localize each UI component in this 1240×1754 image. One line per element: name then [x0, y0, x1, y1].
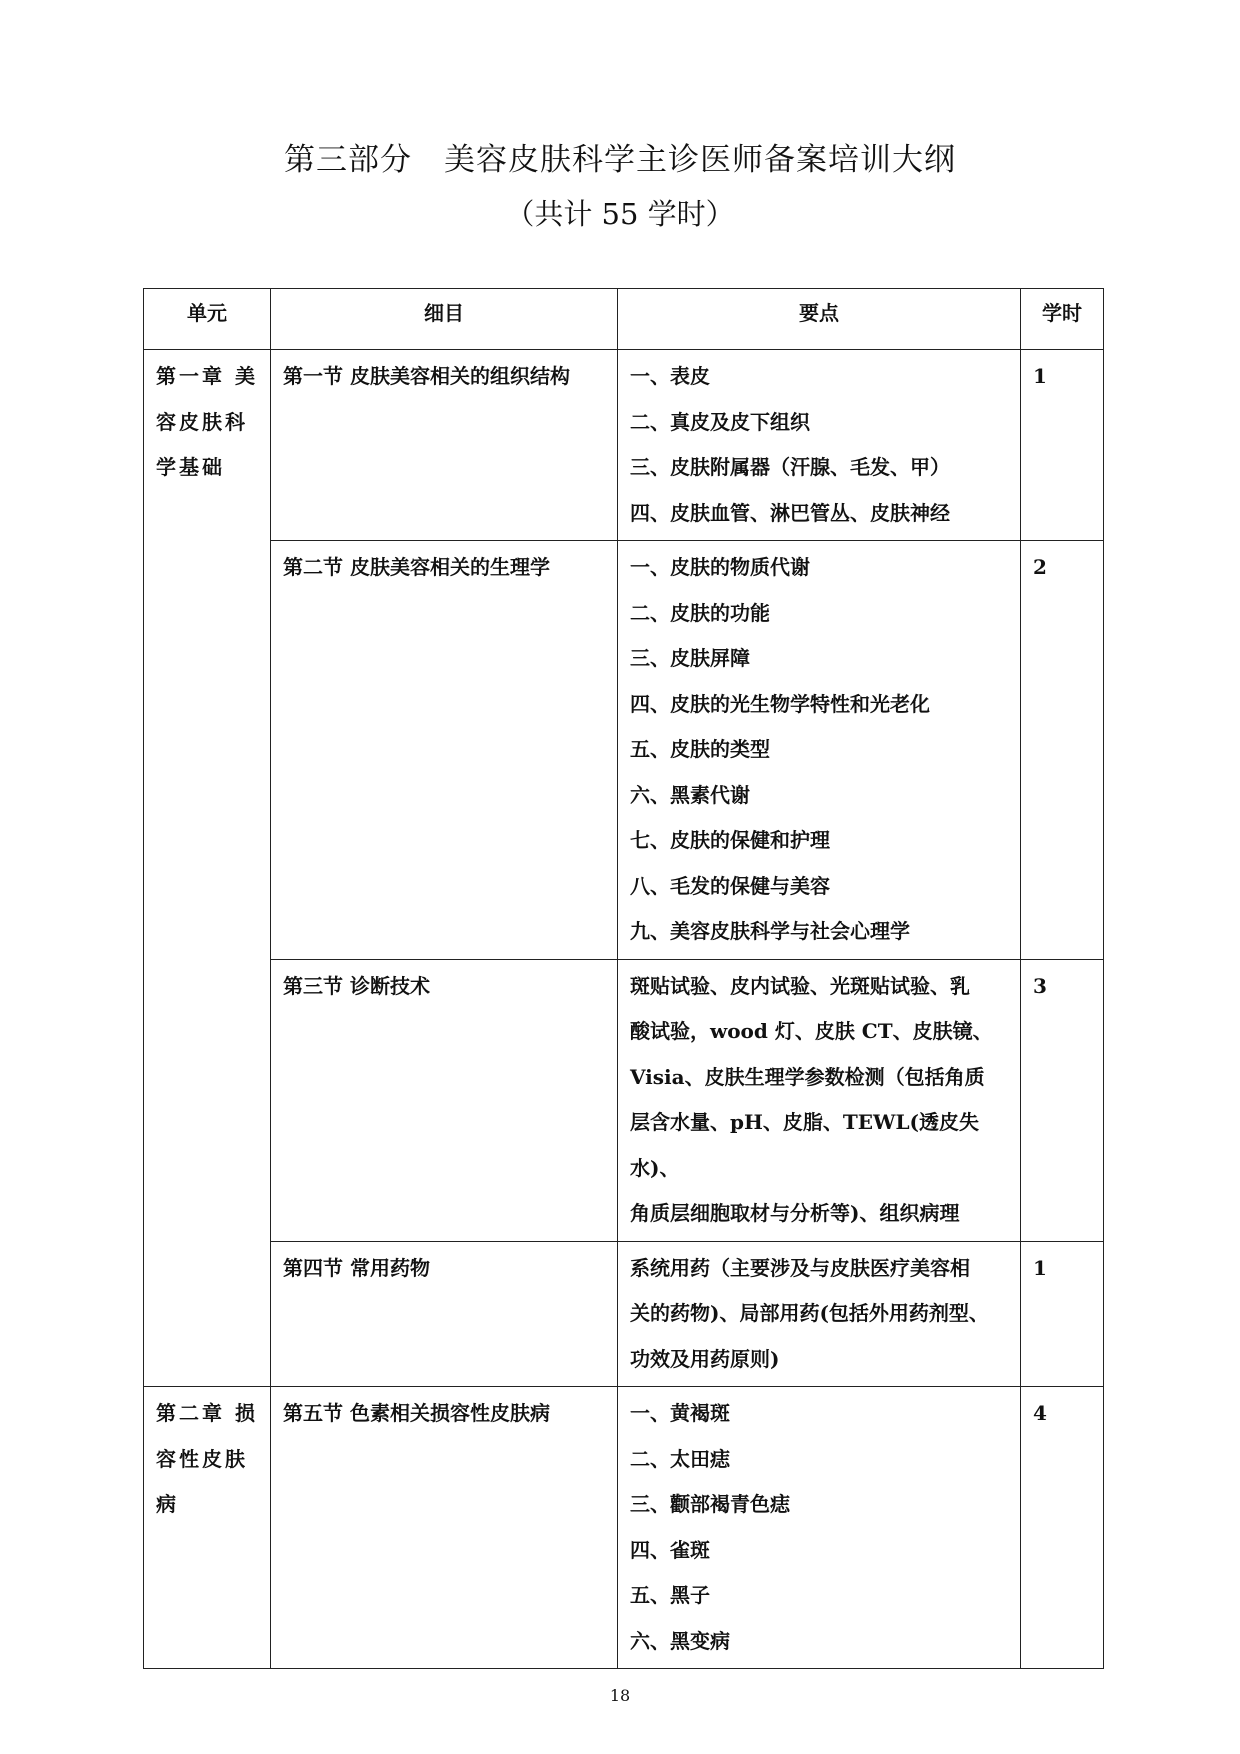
- key-point: 六、黑变病: [630, 1628, 730, 1653]
- key-point: 九、美容皮肤科学与社会心理学: [630, 919, 910, 943]
- table-row: [144, 1241, 1104, 1387]
- section-hours: 3: [1021, 959, 1104, 1241]
- key-point: 三、皮肤屏障: [630, 646, 750, 670]
- document-title: 第三部分 美容皮肤科学主诊医师备案培训大纲: [284, 142, 956, 178]
- table-row: [144, 1387, 1104, 1669]
- section-hours: 4: [1021, 1387, 1104, 1669]
- chapter-unit-line: 学基础: [156, 455, 225, 479]
- training-outline-table: [143, 288, 1104, 1669]
- key-point: 四、雀斑: [630, 1537, 710, 1562]
- section-key-points: [618, 350, 1021, 541]
- page-number: 18: [609, 1686, 631, 1705]
- section-name: 第三节 诊断技术: [271, 959, 618, 1241]
- table-row: [144, 541, 1104, 960]
- key-point: 四、皮肤血管、淋巴管丛、皮肤神经: [630, 500, 950, 525]
- section-key-points: [618, 1241, 1021, 1387]
- key-point: 一、表皮: [630, 364, 710, 388]
- header-hours: 学时: [1021, 289, 1104, 350]
- section-hours: 1: [1021, 350, 1104, 541]
- key-point: 七、皮肤的保健和护理: [630, 828, 830, 852]
- chapter-unit-line: 第一章 美: [156, 364, 258, 388]
- section-key-points: [618, 541, 1021, 960]
- key-point-line: Visia、皮肤生理学参数检测（包括角质: [630, 1064, 985, 1089]
- key-point: 二、真皮及皮下组织: [630, 409, 810, 434]
- key-point: 三、皮肤附属器（汗腺、毛发、甲）: [630, 455, 950, 479]
- key-point: 五、黑子: [630, 1583, 710, 1607]
- table-row: [144, 959, 1104, 1241]
- header-key-points: 要点: [618, 289, 1021, 350]
- section-name: 第四节 常用药物: [271, 1241, 618, 1387]
- section-hours: 1: [1021, 1241, 1104, 1387]
- section-name: 第二节 皮肤美容相关的生理学: [271, 541, 618, 960]
- key-point: 一、皮肤的物质代谢: [630, 555, 810, 579]
- key-point-line: 斑贴试验、皮内试验、光斑贴试验、乳: [630, 973, 970, 998]
- key-point: 二、太田痣: [630, 1446, 730, 1471]
- key-point: 三、颧部褐青色痣: [630, 1492, 790, 1516]
- section-key-points: [618, 959, 1021, 1241]
- key-point: 六、黑素代谢: [630, 782, 750, 807]
- key-point: 五、皮肤的类型: [630, 737, 770, 761]
- key-point: 八、毛发的保健与美容: [630, 873, 830, 898]
- header-detail: 细目: [271, 289, 618, 350]
- chapter-unit-cell: [144, 350, 271, 1387]
- key-point-line: 酸试验，wood 灯、皮肤 CT、皮肤镜、: [630, 1019, 993, 1043]
- key-point: 二、皮肤的功能: [630, 600, 770, 625]
- chapter-unit-line: 第二章 损: [156, 1401, 258, 1425]
- table-row: [144, 350, 1104, 541]
- key-point: 一、黄褐斑: [630, 1401, 730, 1425]
- header-unit: 单元: [144, 289, 271, 350]
- chapter-unit-line: 容性皮肤: [156, 1446, 248, 1471]
- key-point-line: 关的药物)、局部用药(包括外用药剂型、: [630, 1301, 989, 1325]
- chapter-unit-line: 病: [156, 1492, 179, 1516]
- section-name: 第一节 皮肤美容相关的组织结构: [271, 350, 618, 541]
- section-hours: 2: [1021, 541, 1104, 960]
- document-subtitle: （共计 55 学时）: [505, 197, 735, 231]
- table-header-row: [144, 289, 1104, 350]
- key-point-line: 功效及用药原则): [630, 1346, 780, 1371]
- key-point: 四、皮肤的光生物学特性和光老化: [630, 691, 930, 716]
- section-key-points: [618, 1387, 1021, 1669]
- chapter-unit-cell: [144, 1387, 271, 1669]
- key-point-line: 系统用药（主要涉及与皮肤医疗美容相: [630, 1255, 970, 1280]
- key-point-line: 角质层细胞取材与分析等)、组织病理: [630, 1201, 960, 1225]
- key-point-line: 层含水量、pH、皮脂、TEWL(透皮失水)、: [630, 1110, 979, 1180]
- section-name: 第五节 色素相关损容性皮肤病: [271, 1387, 618, 1669]
- chapter-unit-line: 容皮肤科: [156, 409, 248, 434]
